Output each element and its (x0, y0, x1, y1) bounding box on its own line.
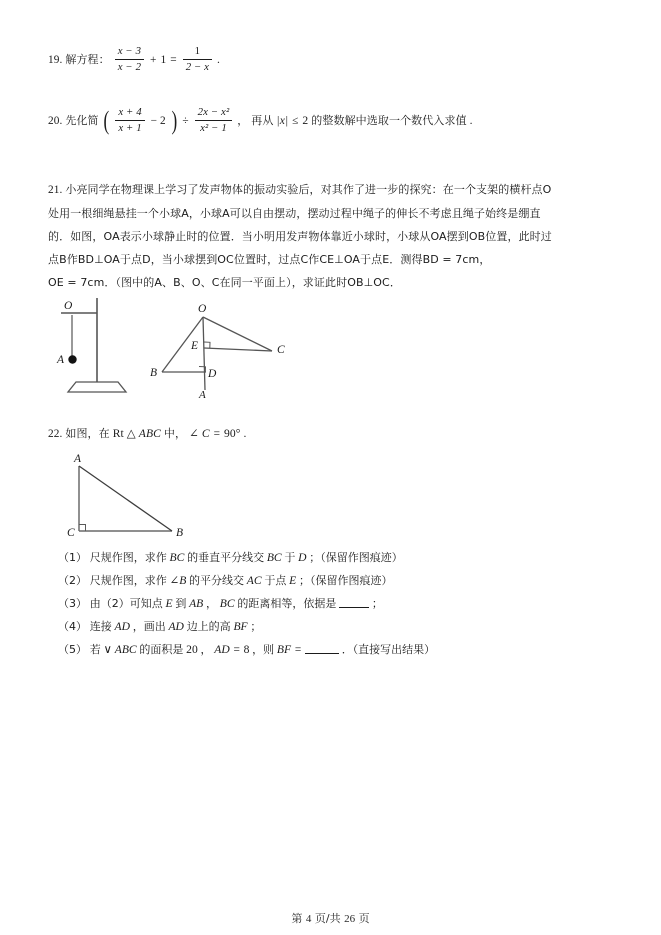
right-triangle-label-a: A (74, 453, 82, 465)
sub4-segment-ad: AD (114, 620, 130, 633)
question-21-text-1: 小亮同学在物理课上学习了发声物体的振动实验后，对其作了进一步的探究：在一个支架的横杆点O (65, 183, 552, 196)
sub4-segment-bf: BF (233, 620, 248, 633)
question-22-vertex-c: C (201, 427, 210, 440)
page-footer (0, 910, 661, 926)
sub5-segment-bf: BF (276, 643, 292, 656)
right-triangle-label-c: C (67, 527, 75, 539)
q20-fraction-divisor (195, 106, 233, 135)
footer-middle: 页/共 (314, 912, 341, 925)
sub1-number: （1） (58, 551, 87, 564)
question-21-text-5: OE = 7cm．（图中的A、B、O、C在同一平面上），求证此时OB⊥OC． (48, 276, 401, 289)
question-22-subquestion-3 (58, 592, 383, 616)
sub4-number: （4） (58, 620, 87, 633)
question-22-rt: Rt (112, 427, 124, 440)
triangle-glyph-icon: ∨ (103, 643, 112, 656)
question-22-abc: ABC (138, 427, 161, 440)
sub2-text-b: 的平分线交 (189, 574, 245, 587)
sub1-text-a: 尺规作图，求作 (89, 551, 167, 564)
pendulum-geometry-label-c: C (277, 344, 285, 356)
q20-period: . (469, 114, 473, 128)
sub5-number: （5） (58, 643, 87, 656)
q20-tail-b: 的整数解中选取一个数代入求值 (311, 114, 467, 128)
pendulum-geometry-label-b: B (150, 367, 158, 379)
pendulum-geometry-figure (150, 296, 310, 398)
question-21-number: 21. (48, 184, 63, 196)
sub1-segment-bc: BC (169, 551, 185, 564)
sub1-text-d: ；（保留作图痕迹） (309, 551, 403, 564)
sub5-area-value: 20 (186, 643, 198, 656)
question-21 (48, 178, 626, 294)
sub2-text-a: 尺规作图，求作 (89, 574, 167, 587)
q20-right-paren: ) (171, 106, 177, 135)
question-20-label: 先化简 (65, 114, 99, 128)
question-22-stem-b: 中， (163, 427, 187, 440)
sub5-text-c: ， (200, 643, 212, 656)
sub2-segment-ac: AC (246, 574, 262, 587)
question-22-subquestion-4 (58, 615, 261, 639)
sub3-segment-ab: AB (189, 597, 204, 610)
q20-fraction-inner (115, 106, 144, 135)
right-triangle-figure (62, 452, 202, 544)
angle-symbol-icon: ∠ (189, 427, 199, 440)
sub4-text-a: 连接 (89, 620, 112, 633)
question-22-subquestion-1 (58, 546, 403, 570)
question-22-number: 22. (48, 428, 63, 440)
sub3-text-e: ； (371, 597, 383, 610)
sub2-angle-b: ∠B (169, 574, 187, 587)
pendulum-stand-label-o: O (64, 300, 73, 312)
sub3-answer-blank[interactable] (339, 596, 369, 608)
pendulum-geometry-label-a: A (199, 389, 206, 398)
sub4-text-b: ，画出 (132, 620, 166, 633)
q20-tail-a: 再从 (251, 114, 274, 128)
sub3-text-a: 由（2）可知点 (89, 597, 163, 610)
sub1-text-b: 的垂直平分线交 (187, 551, 265, 564)
question-22-degree-value: 90° (224, 427, 241, 440)
question-22-equals: = (213, 428, 221, 440)
question-20-number: 20. (48, 115, 63, 128)
q20-fraction-divisor-denominator: x² − 1 (200, 122, 227, 134)
sub5-text-b: 的面积是 (139, 643, 184, 656)
sub5-triangle-abc: ABC (114, 643, 137, 656)
q20-divide-operator: ÷ (182, 115, 189, 128)
sub3-text-c: ， (206, 597, 218, 610)
footer-total-pages: 26 (344, 913, 356, 925)
q19-fraction-right-numerator: 1 (183, 45, 212, 60)
q20-absolute-value: |x| (276, 114, 289, 128)
question-20 (48, 107, 473, 136)
q20-left-paren: ( (103, 106, 109, 135)
footer-prefix: 第 (291, 912, 303, 925)
footer-page-number: 4 (305, 913, 312, 925)
right-triangle-label-b: B (176, 527, 184, 539)
q19-fraction-left-numerator: x − 3 (115, 45, 144, 60)
pendulum-stand-label-a: A (57, 354, 65, 366)
question-22-stem-a: 如图，在 (65, 427, 110, 440)
q20-minus-two: − 2 (150, 115, 166, 128)
question-22-period: . (243, 427, 247, 440)
sub2-number: （2） (58, 574, 87, 587)
sub3-text-b: 到 (175, 597, 187, 610)
question-21-line-1 (48, 178, 626, 202)
sub3-text-d: 的距离相等，依据是 (237, 597, 337, 610)
sub1-text-c: 于 (284, 551, 296, 564)
sub4-text-d: ； (250, 620, 262, 633)
question-22 (48, 422, 246, 446)
question-21-text-4: 点B作BD⊥OA于点D，当小球摆到OC位置时，过点C作CE⊥OA于点E．测得BD = 7cm， (48, 253, 491, 266)
sub5-equals-1: = (233, 644, 240, 656)
q20-le-operator: ≤ (292, 115, 299, 128)
question-21-text-2: 处用一根细绳悬挂一个小球A，小球A可以自由摆动，摆动过程中绳子的伸长不考虑且绳子始终是绷直 (48, 207, 541, 220)
triangle-symbol-icon: △ (126, 427, 136, 440)
sub5-segment-ad: AD (214, 643, 230, 656)
question-21-text-3: 的．如图，OA表示小球静止时的位置．当小明用发声物体靠近小球时，小球从OA摆到OB位置，此时过 (48, 230, 552, 243)
question-19-label: 解方程： (65, 53, 110, 67)
footer-suffix: 页 (358, 912, 370, 925)
q20-comma: ， (237, 114, 249, 128)
question-19-number: 19. (48, 54, 63, 67)
pendulum-geometry-label-o: O (198, 303, 207, 315)
q20-two: 2 (302, 114, 309, 128)
q19-equals-operator: = (170, 54, 177, 67)
sub5-ad-value: 8 (243, 643, 250, 656)
sub3-segment-bc: BC (219, 597, 235, 610)
sub1-segment-bc-2: BC (266, 551, 282, 564)
q19-fraction-right-denominator: 2 − x (185, 61, 210, 73)
q19-fraction-left-denominator: x − 2 (117, 61, 142, 73)
pendulum-geometry-label-e: E (191, 340, 199, 352)
sub5-text-d: ，则 (252, 643, 275, 656)
q20-fraction-inner-numerator: x + 4 (115, 106, 144, 121)
sub5-text-a: 若 (89, 643, 101, 656)
pendulum-geometry-label-d: D (208, 368, 217, 380)
sub2-text-d: ；（保留作图痕迹） (298, 574, 393, 587)
q19-plus-operator: + (150, 54, 157, 67)
q19-fraction-right (183, 45, 212, 74)
sub4-text-c: 边上的高 (186, 620, 231, 633)
sub2-text-c: 于点 (264, 574, 287, 587)
sub2-point-e: E (289, 574, 297, 587)
sub5-text-e: ．（直接写出结果） (341, 643, 436, 656)
q19-one: 1 (160, 53, 167, 67)
sub5-answer-blank[interactable] (305, 642, 339, 654)
sub3-number: （3） (58, 597, 87, 610)
sub4-segment-ad-2: AD (168, 620, 184, 633)
q19-fraction-left (115, 45, 144, 74)
sub1-point-d: D (298, 551, 307, 564)
question-22-subquestion-5 (58, 638, 435, 662)
q19-period: . (217, 53, 221, 67)
sub3-point-e: E (165, 597, 173, 610)
question-19 (48, 46, 220, 75)
sub5-equals-2: = (294, 644, 302, 656)
question-22-subquestion-2 (58, 569, 392, 593)
q20-fraction-divisor-numerator: 2x − x² (195, 106, 233, 121)
q20-fraction-inner-denominator: x + 1 (118, 122, 142, 134)
